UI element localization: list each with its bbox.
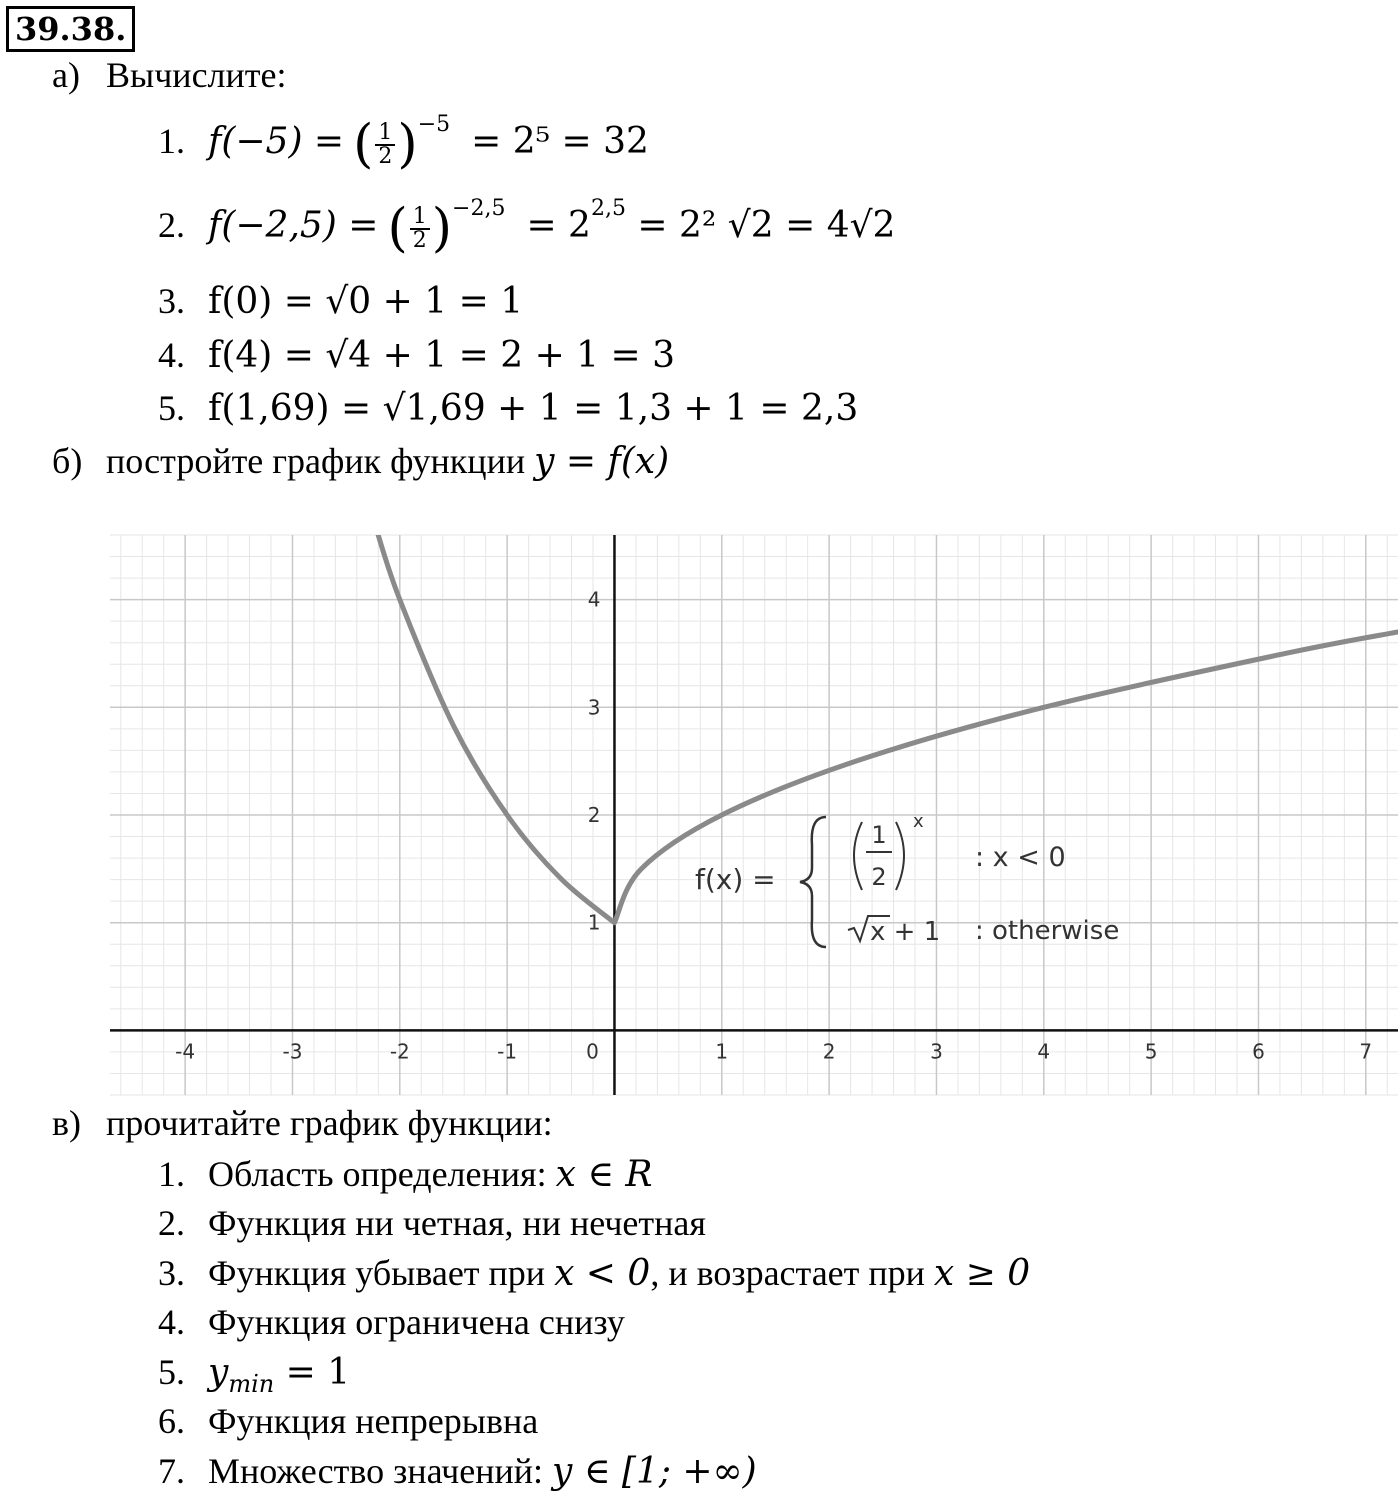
- item-number: 7.: [158, 1451, 185, 1491]
- property-text: Функция ни четная, ни нечетная: [208, 1203, 706, 1243]
- x-tick-label: -4: [175, 1039, 196, 1064]
- property-text: Функция непрерывна: [208, 1401, 539, 1441]
- annotation-exp: x: [913, 811, 924, 832]
- property-text: Область определения:: [208, 1154, 547, 1194]
- property-text: Множество значений:: [208, 1451, 544, 1491]
- property-1: [158, 1151, 653, 1198]
- x-tick-label: 5: [1144, 1039, 1158, 1064]
- property-math: x ≥ 0: [933, 1253, 1031, 1294]
- part-a-tag: а): [52, 55, 80, 95]
- property-math: = 1: [274, 1352, 351, 1393]
- sqrt-icon: [848, 916, 890, 941]
- property-3: [158, 1250, 1030, 1297]
- calc-rest: = 2² √2 = 4√2: [625, 205, 896, 246]
- part-b-tag: б): [52, 441, 83, 481]
- item-number: 3.: [158, 1253, 185, 1293]
- property-text: , и возрастает при: [650, 1253, 925, 1293]
- item-number: 1.: [158, 121, 185, 161]
- paren-right: ): [431, 198, 453, 259]
- exponent: −5: [417, 112, 451, 137]
- x-tick-label: 3: [930, 1039, 943, 1064]
- x-tick-label: -1: [497, 1039, 518, 1064]
- annotation-cond-2: : otherwise: [975, 916, 1120, 946]
- calc-text: f(4) = √4 + 1 = 2 + 1 = 3: [208, 335, 676, 376]
- annotation-den: 2: [871, 863, 887, 891]
- brace-icon: [800, 817, 826, 947]
- x-tick-label: 4: [1037, 1039, 1051, 1064]
- calc-line-2: [158, 196, 896, 259]
- item-number: 3.: [158, 281, 185, 321]
- property-text: Функция убывает при: [208, 1253, 546, 1293]
- item-number: 2.: [158, 205, 185, 245]
- calc-text: f(0) = √0 + 1 = 1: [208, 281, 524, 322]
- property-6: [158, 1398, 538, 1444]
- fraction: $\frac{1}{2}$: [410, 206, 430, 252]
- fraction: $\frac{1}{2}$: [375, 122, 395, 168]
- calc-text: f(1,69) = √1,69 + 1 = 1,3 + 1 = 2,3: [208, 388, 859, 429]
- x-tick-label: 7: [1359, 1039, 1373, 1064]
- formula-annotation: [695, 811, 1119, 947]
- grid-major: [110, 535, 1398, 1095]
- part-b-formula: y = f(x): [534, 441, 670, 482]
- curve-series-2: [614, 632, 1398, 923]
- item-number: 5.: [158, 388, 185, 428]
- item-number: 6.: [158, 1401, 185, 1441]
- property-math: x < 0: [554, 1253, 651, 1294]
- part-b-title: постройте график функции: [106, 441, 526, 481]
- item-number: 5.: [158, 1352, 185, 1392]
- annotation-lhs: f(x) =: [695, 863, 776, 896]
- item-number: 4.: [158, 335, 185, 375]
- tick-labels: [175, 588, 1372, 1064]
- paren-left: (: [387, 198, 408, 259]
- annotation-case-2: x + 1: [870, 917, 941, 947]
- part-c-tag: в): [52, 1103, 81, 1143]
- part-a-heading: [52, 52, 287, 98]
- grid-minor: [110, 535, 1398, 1095]
- y-tick-label: 2: [587, 803, 601, 827]
- property-2: [158, 1200, 706, 1246]
- calc-rest: = 2⁵ = 32: [471, 121, 649, 162]
- y-tick-label: 4: [587, 587, 601, 612]
- calc-lhs: f(−5) =: [208, 121, 345, 162]
- exponent: −2,5: [452, 196, 506, 221]
- axes: [110, 535, 1398, 1095]
- calc-line-3: [158, 278, 523, 325]
- annotation-num: 1: [871, 821, 887, 849]
- calc-lhs: f(−2,5) =: [208, 205, 379, 246]
- part-b-heading: [52, 438, 669, 485]
- item-number: 2.: [158, 1203, 185, 1243]
- calc-rest: = 2: [526, 205, 591, 246]
- x-tick-label: 6: [1252, 1039, 1265, 1064]
- part-a-title: Вычислите:: [106, 55, 287, 95]
- exponent: 2,5: [590, 196, 626, 221]
- curves: [376, 529, 1398, 923]
- property-math: y: [208, 1352, 229, 1393]
- property-4: [158, 1299, 625, 1345]
- x-tick-label: -3: [282, 1039, 303, 1064]
- curve-series-1: [376, 529, 614, 923]
- paren-left: (: [353, 114, 374, 175]
- part-c-title: прочитайте график функции:: [106, 1103, 553, 1143]
- paren-right: [896, 822, 904, 890]
- property-math: y ∈ [1; +∞): [552, 1451, 757, 1492]
- property-text: Функция ограничена снизу: [208, 1302, 625, 1342]
- property-7: [158, 1448, 757, 1495]
- x-tick-label: 1: [715, 1039, 729, 1064]
- problem-number: 39.38.: [6, 6, 135, 52]
- item-number: 4.: [158, 1302, 185, 1342]
- property-math: x ∈ R: [555, 1154, 653, 1195]
- y-tick-label: 3: [587, 695, 601, 720]
- item-number: 1.: [158, 1154, 185, 1194]
- x-tick-label: 2: [822, 1039, 836, 1064]
- calc-line-5: [158, 385, 858, 432]
- property-subscript: min: [228, 1370, 275, 1398]
- y-tick-label: 1: [587, 910, 601, 935]
- x-tick-label: -2: [389, 1039, 410, 1064]
- paren-left: [854, 822, 862, 890]
- paren-right: ): [397, 114, 418, 175]
- x-tick-label: 0: [586, 1039, 599, 1064]
- annotation-cond-1: : x < 0: [975, 842, 1066, 873]
- calc-line-4: [158, 332, 675, 379]
- calc-line-1: [158, 112, 649, 175]
- part-c-heading: [52, 1100, 553, 1146]
